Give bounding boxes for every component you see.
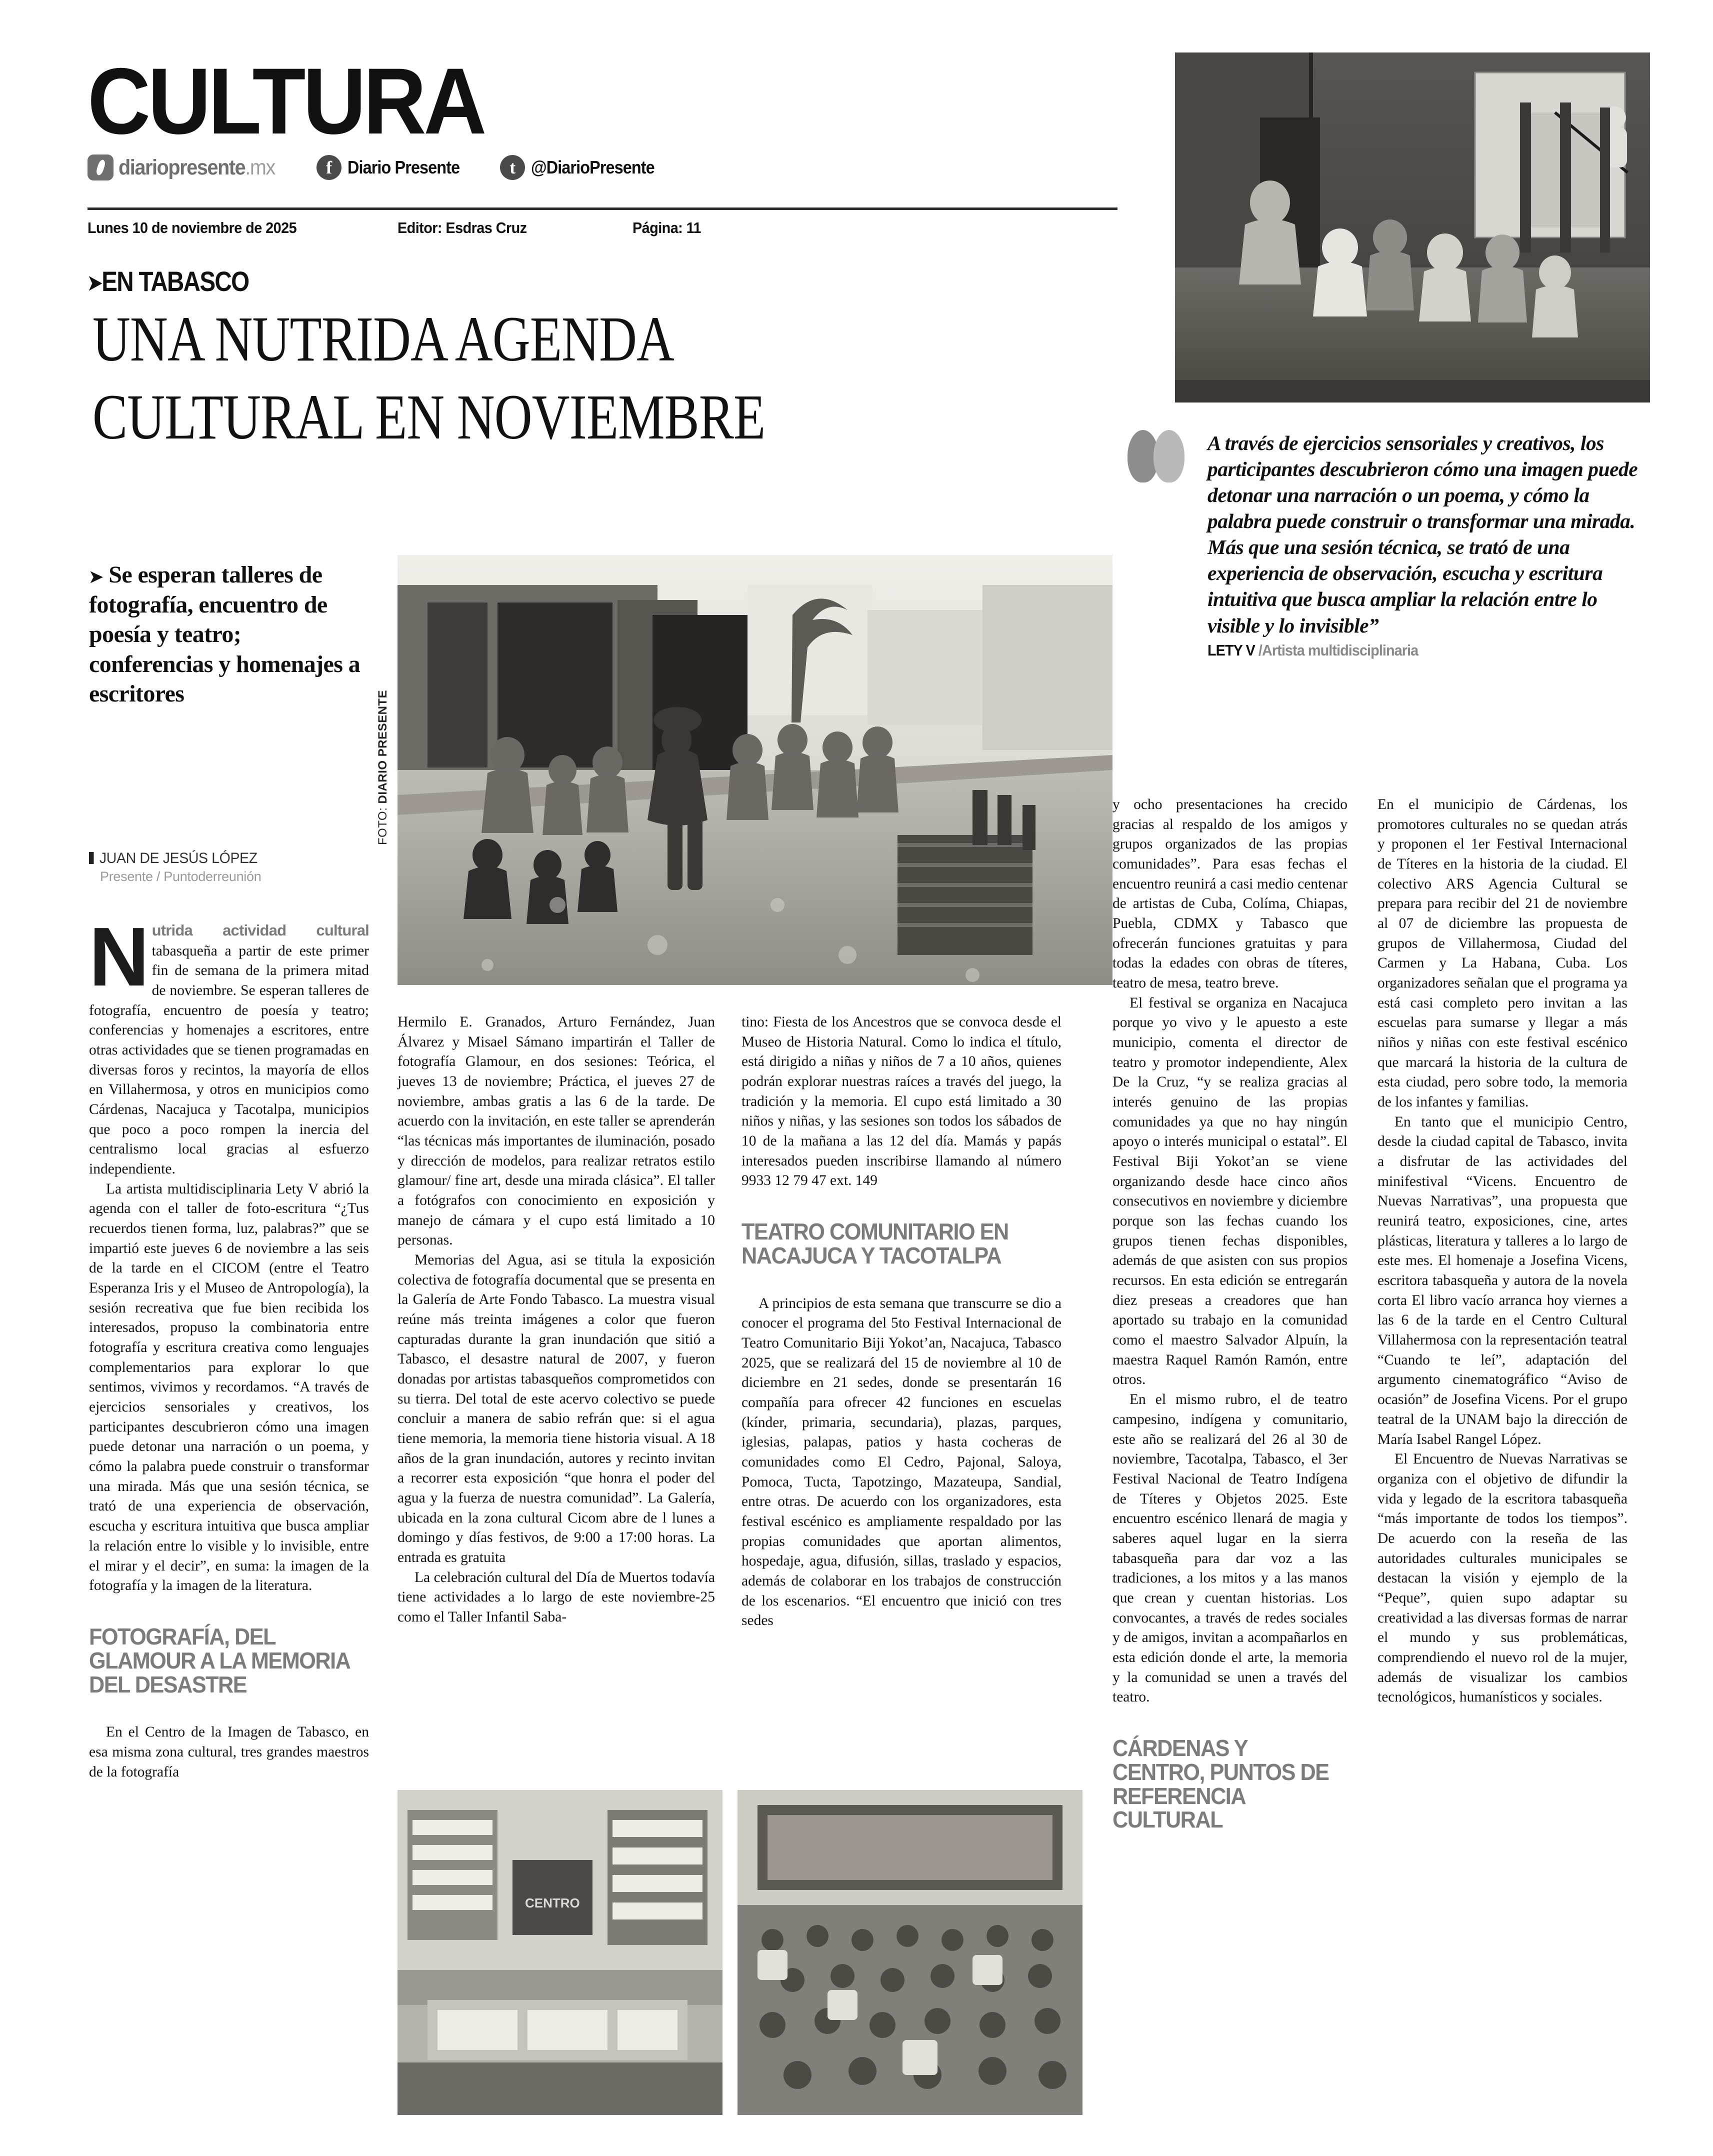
body-column-1: [89, 910, 369, 1782]
subhead-fotografia: FOTOGRAFÍA, DEL GLAMOUR A LA MEMORIA DEL DESASTRE: [89, 1623, 350, 1698]
masthead-divider: [88, 208, 1118, 210]
photo-top-image: [1175, 52, 1650, 402]
byline: [89, 850, 369, 884]
paragraph: En el mismo rubro, el de teatro campesino, indígena y comunitario, este año se realizará del 26 al 30 de noviembre, Tacotalpa, Tabasco, el 3er Festival Nacional de Teatro Indígena de Títeres y Objetos 2025. Este encuentro escénico llenará de magia y saberes aquel lugar en la sierra tabasqueña para dar voz a las tradiciones, a los mitos y a las manos que crean y cuentan historias. Los convocantes, a través de redes sociales y de amigos, invitan a acompañarlos en esta edición donde el arte, la memoria y la comunidad se unen a través del teatro.: [1112, 1392, 1348, 1706]
deck-text: Se esperan talleres de fotografía, encuentro de poesía y teatro; conferencias y homenajes a escritores: [89, 562, 360, 708]
photo-workshop-children: [1175, 52, 1650, 402]
subhead-teatro: TEATRO COMUNITARIO EN NACAJUCA Y TACOTALPA: [742, 1218, 1008, 1268]
paragraph: En tanto que el municipio Centro, desde la ciudad capital de Tabasco, invita a disfrutar de las actividades del minifestival “Vicens. Encuentro de Nuevas Narrativas”, una propuesta que reunirá teatro, exposiciones, cine, artes plásticas, literatura y talleres a lo largo de este mes. El homenaje a Josefina Vicens, escritora tabasqueña y autora de la novela corta El libro vacío arranca hoy viernes a las 6 de la tarde en el Centro Cultural Villahermosa con la representación teatral “Cuando te leí”, adaptación del argumento cinematográfico “Aviso de ocasión” de Josefina Vicens. Por el grupo teatral de la UNAM bajo la dirección de María Isabel Rangel López.: [1378, 1114, 1628, 1448]
lead-run-in: utrida actividad cultural: [152, 922, 369, 939]
article-deck: [89, 560, 369, 709]
twitter-icon: t: [500, 155, 525, 180]
social-row: [88, 154, 1118, 180]
kicker: [88, 265, 248, 298]
headline-line-1: UNA NUTRIDA AGENDA: [92, 304, 674, 374]
site-brand[interactable]: [88, 154, 288, 180]
photo-audience-hall: [738, 1790, 1082, 2115]
paragraph: El Encuentro de Nuevas Narrativas se organiza con el objetivo de difundir la vida y legado de la escritora tabasqueña “más importante de todos los tiempos”. De acuerdo con la reseña de las autoridades culturales municipales se destacan la visión y ejemplo de la “Peque”, quien supo adaptar su creatividad a las diversas formas de narrar el mundo y sus problemáticas, comprendiendo el nuevo rol de la mujer, además de visualizar los cambios tecnológicos, humanísticos y sociales.: [1378, 1451, 1628, 1706]
pull-quote: [1128, 430, 1650, 660]
site-tld: .mx: [245, 155, 275, 180]
page-title: [92, 300, 929, 456]
paragraph: En el municipio de Cárdenas, los promotores culturales no se quedan atrás y proponen el 1er Festival Internacional de Títeres en la historia de la ciudad. El colectivo ARS Agencia Cultural se prepara para recibir del 21 de noviembre al 07 de diciembre las propuesta de grupos de Villahermosa, Ciudad del Carmen y La Habana, Cuba. Los organizadores señalan que el programa ya está casi completo pero invitan a las escuelas para sumarse y llegar a más niños y niñas con este festival escénico que marcará la historia de la cultura de esta ciudad, pero sobre todo, la memoria de los infantes y familias.: [1378, 796, 1628, 1110]
drop-cap: N: [89, 910, 147, 1004]
byline-author: JUAN DE JESÚS LÓPEZ: [89, 850, 355, 867]
twitter-link[interactable]: [500, 155, 668, 180]
pull-quote-attribution: [1208, 642, 1619, 660]
byline-source: Presente / Puntoderreunión: [100, 869, 262, 884]
svg-text:CENTRO: CENTRO: [525, 1896, 580, 1910]
twitter-label: @DiarioPresente: [531, 157, 655, 178]
pull-quote-text: A través de ejercicios sensoriales y creativos, los participantes descubrieron cómo una imagen puede detonar una narración o un poema, y cómo la palabra puede construir o transformar una mirada. Más que una sesión técnica, se trató de una experiencia de observación, escucha y escritura intuitiva que busca ampliar la relación entre lo visible y lo invisible”: [1208, 432, 1638, 637]
photo-bottom-middle-image: [738, 1790, 1082, 2115]
body-column-3: [742, 1012, 1062, 1631]
body-column-2: [398, 1012, 715, 1628]
byline-marker-icon: [89, 852, 94, 864]
paragraph-text: tabasqueña a partir de este primer fin de semana de la primera mitad de noviembre. Se esperan talleres de fotografía, encuentro de poesía y teatro; conferencias y homenajes a escritores, entre otras actividades que se tienen programadas en diversas foros y recintos, la mayoría de ellos en Villahermosa, y otros en municipios como Cárdenas, Nacajuca y Tacotalpa, municipios que poco a poco rompen la inercia del centralismo local gracias al esfuerzo independiente.: [89, 942, 369, 1178]
photo-main-image: [398, 555, 1112, 985]
body-column-4: [1112, 795, 1348, 1858]
facebook-icon: f: [316, 155, 342, 180]
publication-date: Lunes 10 de noviembre de 2025: [88, 219, 297, 236]
paragraph: El festival se organiza en Nacajuca porque yo vivo y le apuesto a este municipio, comenta el director de teatro y promotor independiente, Alex De la Cruz, “y se realiza gracias al interés genuino de las propias comunidades ya que no hay ningún apoyo o interés municipal o estatal”. El Festival Biji Yokot’an se viene organizando desde hace cinco años consecutivos en noviembre y diciembre porque son las fechas cuando los grupos tienen fechas disponibles, además de que asisten con sus propios recursos. En esta edición se entregarán diez preseas a creadores que han aportado su trabajo en la comunidad como el maestro Salvador Alpuín, la maestra Raquel Ramón Ramón, entre otros.: [1112, 994, 1348, 1388]
photo-street-theater: [398, 555, 1112, 985]
facebook-label: Diario Presente: [348, 157, 460, 178]
paragraph: y ocho presentaciones ha crecido gracias al respaldo de los amigos y grupos organizados de las propias comunidades”. Para esas fechas el encuentro reunirá a casi medio centenar de artistas de Cuba, Colíma, Chiapas, Puebla, CDMX y Tabasco que ofrecerán funciones gratuitas y para todas la edades con obras de títeres, teatro de mesa, teatro breve.: [1112, 796, 1348, 992]
masthead: [88, 48, 1118, 180]
dateline: [88, 219, 1118, 237]
paragraph: La artista multidisciplinaria Lety V abrió la agenda con el taller de foto-escritura “¿Tus recuerdos tienen forma, luz, palabras?” que se impartió este jueves 6 de noviembre a las seis de la tarde en el CICOM (entre el Teatro Esperanza Iris y el Museo de Antropología), la sesión recreativa que fue bien recibida los interesados, propuso la combinatoria entre fotografía y escritura creativa como lenguajes complementarios para explorar lo que sentimos, vivimos y recordamos. “A través de ejercicios sensoriales y creativos, los participantes descubrieron cómo una imagen puede detonar una narración o un poema, y cómo la palabra puede construir o transformar una mirada. Más que una sesión técnica, se trató de una experiencia de observación, escucha y escritura intuitiva que busca ampliar la relación entre lo visible y lo invisible, entre el mirar y el decir”, en suma: la imagen de la fotografía y la imagen de la literatura.: [89, 1180, 369, 1594]
diario-presente-logo-icon: [88, 154, 114, 180]
subhead-cardenas: CÁRDENAS Y CENTRO, PUNTOS DE REFERENCIA CULTURAL: [1112, 1734, 1329, 1833]
photo-credit: FOTO: DIARIO PRESENTE: [376, 690, 390, 845]
pull-quote-author: LETY V: [1208, 641, 1258, 659]
section-title: CULTURA: [88, 48, 484, 154]
quote-mark-icon: [1128, 430, 1192, 485]
paragraph: A principios de esta semana que transcurre se dio a conocer el programa del 5to Festival Internacional de Teatro Comunitario Biji Yokot’an, Nacajuca, Tabasco 2025, que se realizará del 15 de noviembre al 10 de diciembre en 21 sedes, donde se presentarán 16 compañía para ofrecer 42 funciones en escuelas (kínder, primaria, secundaria), plazas, parques, iglesias, palapas, patios y hasta cocheras de comunidades como El Cedro, Pajonal, Saloya, Pomoca, Tucta, Tapotzingo, Mazateupa, Sandial, entre otras. De acuerdo con los organizadores, esta festival escénico es ampliamente respaldado por las propias comunidades que aportan alimentos, hospedaje, agua, difusión, sillas, traslado y espacios, además de colaborar en los trabajos de construcción de los escenarios. “El encuentro que inició con tres sedes: [742, 1295, 1062, 1629]
paragraph: En el Centro de la Imagen de Tabasco, en esa misma zona cultural, tres grandes maestros de la fotografía: [89, 1724, 369, 1780]
page-number: Página: 11: [632, 219, 702, 236]
kicker-text: EN TABASCO: [102, 266, 249, 297]
chevron-right-icon: ➤: [89, 568, 103, 586]
paragraph: [89, 910, 369, 1180]
paragraph: Hermilo E. Granados, Arturo Fernández, Juan Álvarez y Misael Sámano impartirán el Taller de fotografía Glamour, en dos sesiones: Teórica, el jueves 13 de noviembre; Práctica, el jueves 27 de noviembre, ambas gratis a las 6 de la tarde. De acuerdo con la invitación, en este taller se aprenderán “las técnicas más importantes de iluminación, posado y dirección de modelos, para realizar retratos estilo glamour/ fine art, desde una mirada clásica”. El taller a fotógrafos con conocimiento en exposición y manejo de cámara y el cupo está limitado a 10 personas.: [398, 1014, 715, 1248]
body-column-5: [1378, 795, 1628, 1708]
editor-name: Editor: Esdras Cruz: [398, 219, 527, 236]
photo-bottom-left-image: [398, 1790, 722, 2115]
paragraph: tino: Fiesta de los Ancestros que se convoca desde el Museo de Historia Natural. Como lo indica el título, está dirigido a niñas y niños de 7 a 10 años, quienes podrán explorar nuestras raíces a través del juego, la tradición y la memoria. El cupo está limitado a 30 niños y niñas, y las sesiones son todos los sábados de 10 de la mañana a las 12 del día. Mamás y papás interesados pueden inscribirse llamando al número 9933 12 79 47 ext. 149: [742, 1014, 1062, 1189]
paragraph: La celebración cultural del Día de Muertos todavía tiene actividades a lo largo de este noviembre-25 como el Taller Infantil Saba-: [398, 1569, 715, 1626]
chevron-right-icon: ➤: [88, 271, 102, 294]
paragraph: Memorias del Agua, asi se titula la exposición colectiva de fotografía documental que se presenta en la Galería de Arte Fondo Tabasco. La muestra visual reúne más treinta imágenes a color que fueron capturadas durante la gran inundación que sitió a Tabasco, el desastre natural de 2007, y fueron donadas por artistas tabasqueños comprometidos con su tierra. Del total de este acervo colectivo se puede concluir a manera de sabio refrán que: si el agua tiene memoria, la memoria tiene historia visual. A 18 años de la gran inundación, autores y recinto invitan a recorrer esta exposición “que honra el poder del agua y la fuerza de nuestra comunidad”. La Galería, ubicada en la zona cultural Cicom abre de l lunes a domingo y días festivos, de 9:00 a 17:00 horas. La entrada es gratuita: [398, 1252, 715, 1566]
headline-line-2: CULTURAL EN NOVIEMBRE: [92, 382, 766, 453]
pull-quote-role: /Artista multidisciplinaria: [1258, 641, 1418, 659]
photo-exhibition-gallery: [398, 1790, 722, 2115]
site-name: diariopresente: [118, 155, 246, 180]
facebook-link[interactable]: [316, 155, 472, 180]
